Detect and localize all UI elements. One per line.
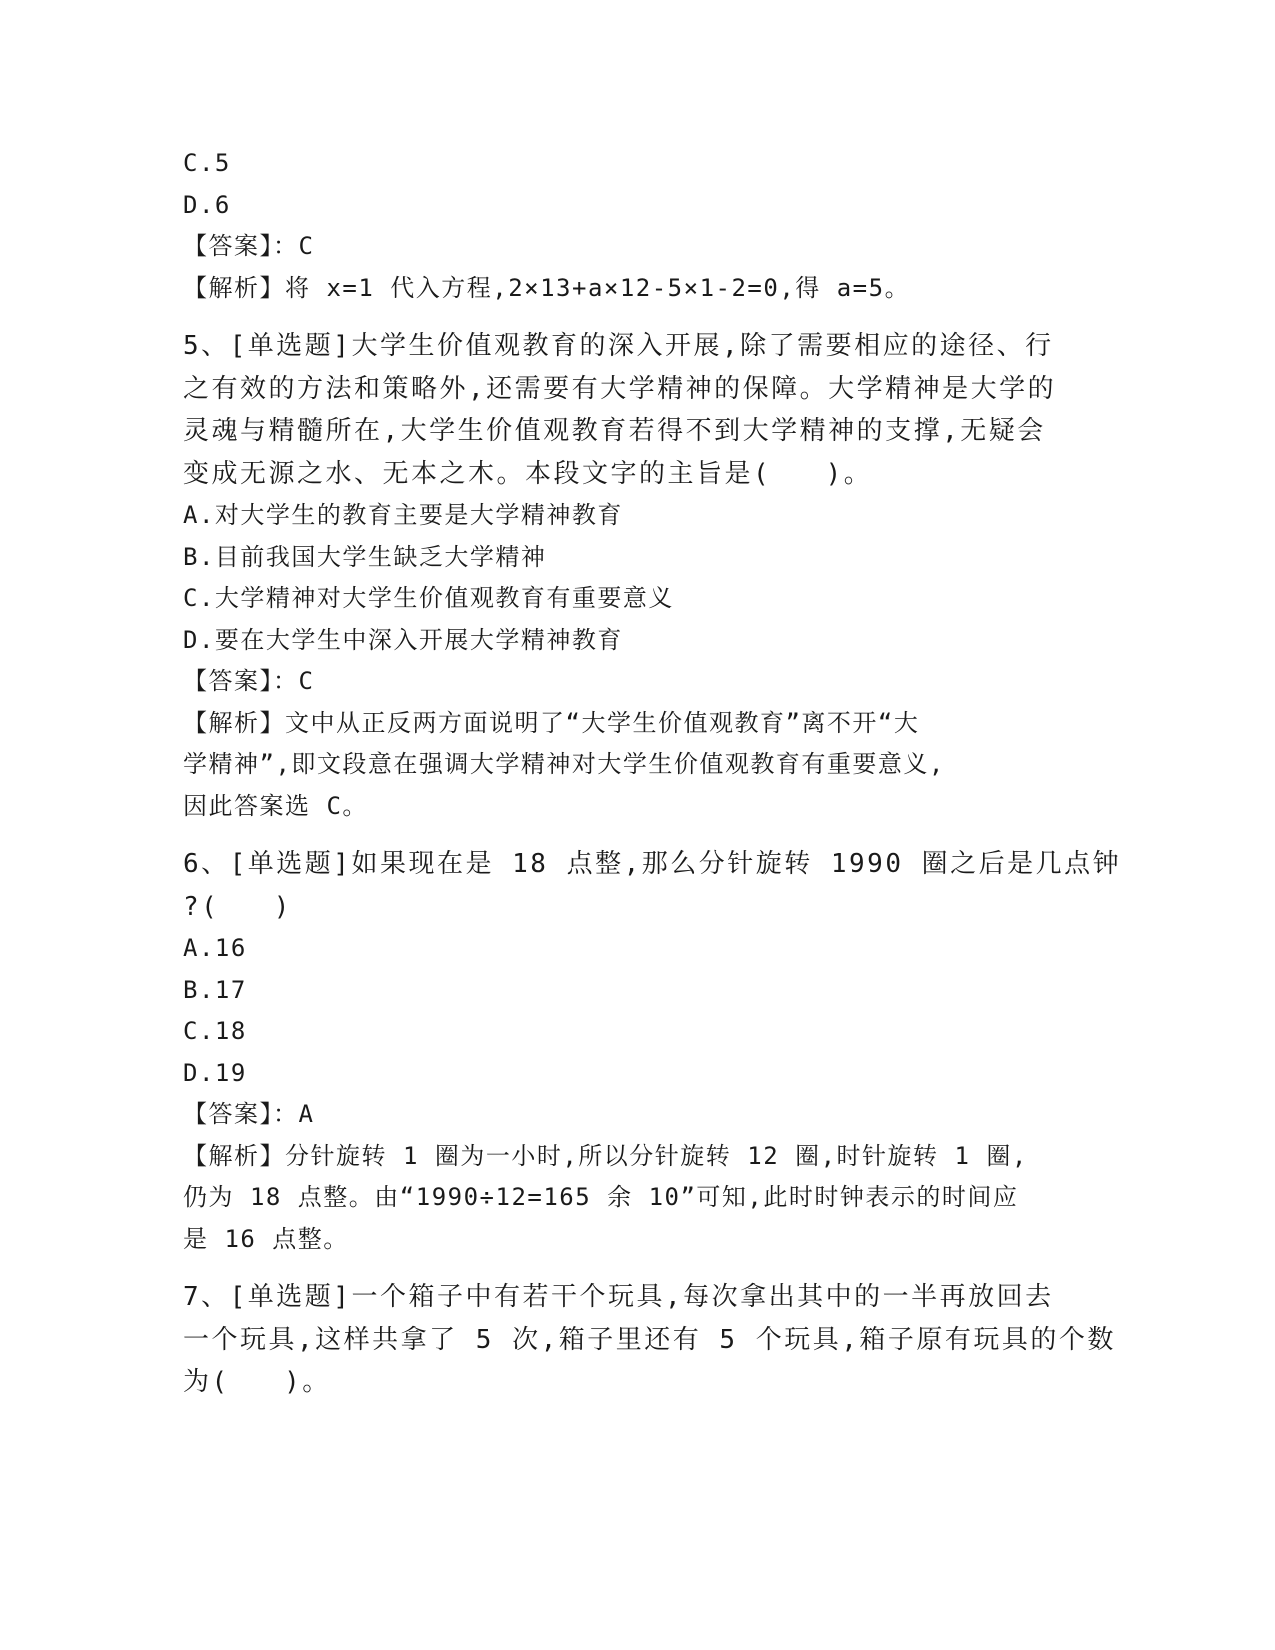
option-d: D.6 (183, 190, 231, 219)
answer: 【答案】：A (183, 1100, 315, 1128)
answer: 【答案】：C (183, 232, 315, 260)
question-stem-line: 6、[单选题]如果现在是 18 点整,那么分针旋转 1990 圈之后是几点钟 (183, 849, 1122, 879)
question-stem-line: 为( )。 (183, 1367, 331, 1397)
option-b: B.17 (183, 975, 247, 1004)
option-d: D.19 (183, 1058, 247, 1087)
question-stem-line: 灵魂与精髓所在,大学生价值观教育若得不到大学精神的支撑,无疑会 (183, 416, 1046, 446)
question-7 (183, 1276, 1116, 1404)
prev-question-tail (183, 143, 1083, 309)
option-c: C.5 (183, 149, 231, 177)
option-c: C.大学精神对大学生价值观教育有重要意义 (183, 584, 674, 612)
option-c: C.18 (183, 1017, 247, 1045)
option-b: B.目前我国大学生缺乏大学精神 (183, 542, 547, 571)
analysis: 【解析】将 x=1 代入方程,2×13+a×12-5×1-2=0,得 a=5。 (183, 273, 911, 302)
question-6 (183, 843, 1122, 1260)
analysis-line: 【解析】分针旋转 1 圈为一小时,所以分针旋转 12 圈,时针旋转 1 圈, (183, 1141, 1028, 1170)
exam-page (183, 143, 1122, 1404)
question-5 (183, 325, 1083, 827)
option-a: A.16 (183, 934, 247, 962)
question-stem-line: 变成无源之水、无本之木。本段文字的主旨是( )。 (183, 458, 873, 489)
answer: 【答案】：C (183, 667, 315, 695)
option-d: D.要在大学生中深入开展大学精神教育 (183, 625, 623, 654)
question-stem-line: 7、[单选题]一个箱子中有若干个玩具,每次拿出其中的一半再放回去 (183, 1282, 1054, 1312)
analysis-line: 学精神”,即文段意在强调大学精神对大学生价值观教育有重要意义, (183, 750, 945, 778)
analysis-line: 是 16 点整。 (183, 1224, 349, 1253)
analysis-line: 【解析】文中从正反两方面说明了“大学生价值观教育”离不开“大 (183, 708, 920, 737)
option-a: A.对大学生的教育主要是大学精神教育 (183, 501, 623, 529)
analysis-line: 因此答案选 C。 (183, 791, 368, 820)
question-stem-line: 之有效的方法和策略外,还需要有大学精神的保障。大学精神是大学的 (183, 373, 1057, 404)
question-stem-line: 一个玩具,这样共拿了 5 次,箱子里还有 5 个玩具,箱子原有玩具的个数 (183, 1324, 1116, 1355)
question-stem-line: 5、[单选题]大学生价值观教育的深入开展,除了需要相应的途径、行 (183, 331, 1054, 361)
analysis-line: 仍为 18 点整。由“1990÷12=165 余 10”可知,此时时钟表示的时间应 (183, 1183, 1019, 1211)
question-stem-line: ?( ) (183, 891, 292, 922)
